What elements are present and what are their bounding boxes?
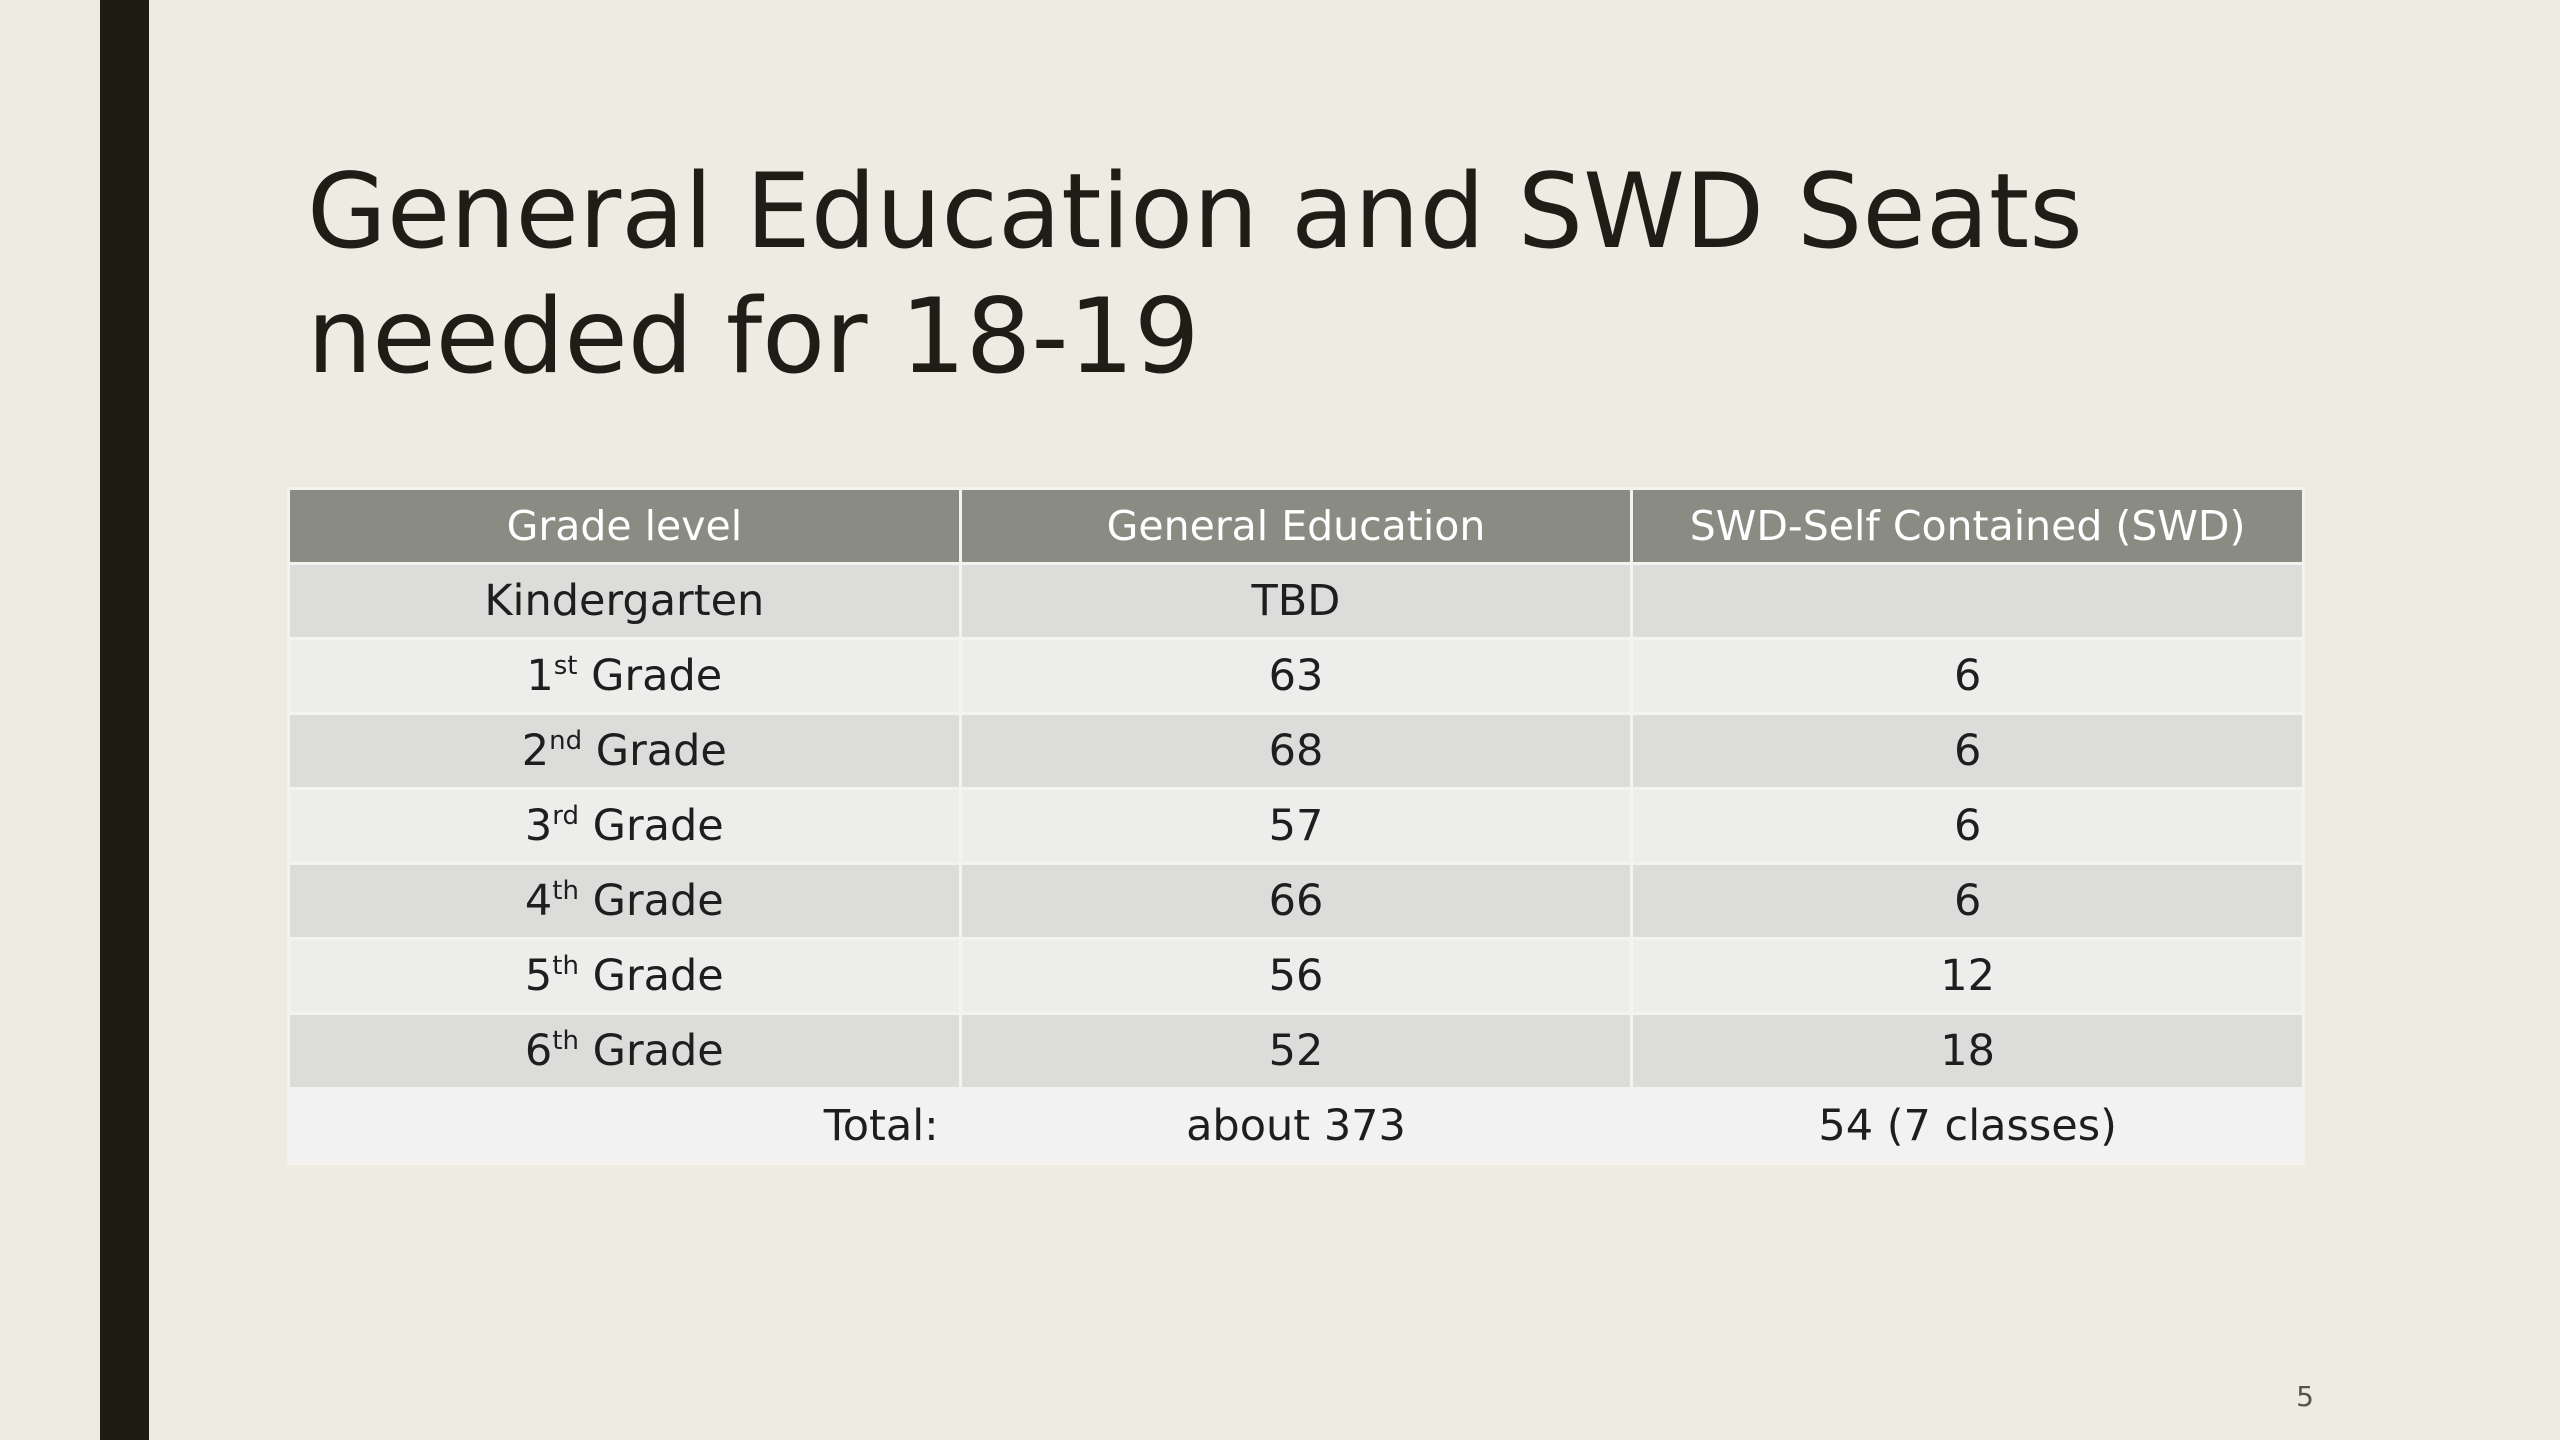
total-swd: 54 (7 classes) — [1632, 1089, 2304, 1164]
grade-ordinal-suffix: rd — [552, 801, 579, 831]
seats-table — [287, 487, 2305, 1165]
swd-cell — [1632, 564, 2304, 639]
grade-cell — [289, 864, 961, 939]
grade-number: 5 — [524, 951, 553, 1001]
slide-title-line-1: General Education and SWD Seats — [307, 152, 2083, 272]
total-label: Total: — [289, 1089, 961, 1164]
grade-number: 2 — [521, 726, 550, 776]
grade-number: 3 — [524, 801, 553, 851]
table-row — [289, 1014, 2304, 1089]
swd-cell: 12 — [1632, 939, 2304, 1014]
grade-ordinal-suffix: th — [552, 951, 579, 981]
table-row — [289, 564, 2304, 639]
general-education-cell: TBD — [960, 564, 1632, 639]
grade-cell — [289, 939, 961, 1014]
general-education-cell: 56 — [960, 939, 1632, 1014]
swd-cell: 6 — [1632, 639, 2304, 714]
general-education-cell: 52 — [960, 1014, 1632, 1089]
swd-cell: 6 — [1632, 789, 2304, 864]
swd-cell: 6 — [1632, 864, 2304, 939]
page-number: 5 — [2296, 1380, 2314, 1413]
header-general-education: General Education — [960, 489, 1632, 564]
grade-label: Grade — [578, 1026, 724, 1076]
grade-label: Grade — [577, 651, 723, 701]
header-swd-self-contained: SWD-Self Contained (SWD) — [1632, 489, 2304, 564]
table-row — [289, 714, 2304, 789]
grade-label: Grade — [578, 951, 724, 1001]
grade-label: Kindergarten — [484, 576, 765, 626]
accent-bar — [100, 0, 149, 1440]
grade-number: 4 — [524, 876, 553, 926]
grade-cell — [289, 789, 961, 864]
grade-cell — [289, 1014, 961, 1089]
grade-ordinal-suffix: th — [552, 876, 579, 906]
swd-cell: 6 — [1632, 714, 2304, 789]
table-row — [289, 864, 2304, 939]
table-row — [289, 939, 2304, 1014]
total-general-education: about 373 — [960, 1089, 1632, 1164]
grade-ordinal-suffix: nd — [549, 726, 583, 756]
grade-ordinal-suffix: st — [553, 651, 578, 681]
swd-cell: 18 — [1632, 1014, 2304, 1089]
slide-title-line-2: needed for 18-19 — [307, 277, 1200, 397]
table-row — [289, 789, 2304, 864]
table-header-row — [289, 489, 2304, 564]
header-grade-level: Grade level — [289, 489, 961, 564]
grade-label: Grade — [578, 801, 724, 851]
slide-title — [307, 150, 2207, 400]
general-education-cell: 66 — [960, 864, 1632, 939]
grade-label: Grade — [578, 876, 724, 926]
table-row — [289, 639, 2304, 714]
grade-label: Grade — [582, 726, 727, 776]
grade-cell — [289, 639, 961, 714]
grade-number: 1 — [526, 651, 554, 701]
general-education-cell: 68 — [960, 714, 1632, 789]
table-total-row — [289, 1089, 2304, 1164]
grade-number: 6 — [524, 1026, 553, 1076]
grade-ordinal-suffix: th — [552, 1026, 579, 1056]
general-education-cell: 57 — [960, 789, 1632, 864]
general-education-cell: 63 — [960, 639, 1632, 714]
grade-cell — [289, 714, 961, 789]
grade-cell — [289, 564, 961, 639]
